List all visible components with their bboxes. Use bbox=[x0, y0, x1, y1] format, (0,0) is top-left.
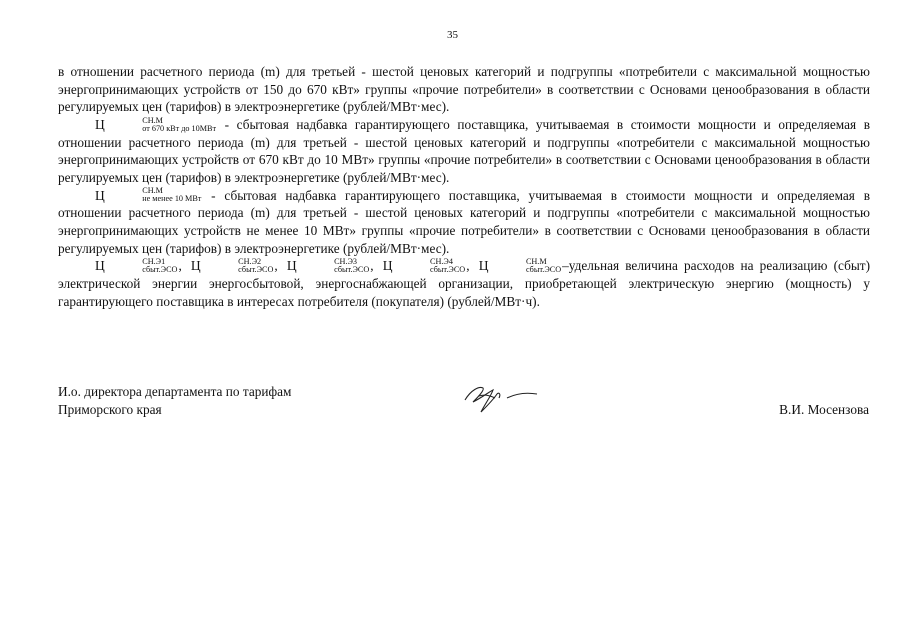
paragraph-4-text: –удельная величина расходов на реализацию (сбыт) электрической энергии энергосбытовой, энергоснабжающей организации, приобретающей электрическую энергию (мощность) у гарантирующего поставщика в интересах потребителя (покупателя) (рублей/МВт·ч). bbox=[58, 258, 871, 309]
paragraph-2-text: - сбытовая надбавка гарантирующего поставщика, учитываемая в стоимости мощности и определяемая в отношении расчетного периода (m) для третьей - шестой ценовых категорий и подгруппы «потребители с максимальной мощностью энергопринимающих устройств от 670 кВт до 10 МВт» группы «прочие потребители» в соответствии с Основами ценообразования в области регулируемых цен (тарифов) в электроэнергетике (рублей/МВт·мес). bbox=[58, 116, 870, 185]
formula-symbol: Ц СН.М не менее 10 МВт bbox=[95, 186, 202, 204]
formula-symbol: Ц СН.Э3 сбыт.ЭСО , bbox=[286, 257, 374, 275]
signatory-title bbox=[58, 383, 291, 419]
signatory-name: В.И. Мосензова bbox=[779, 402, 869, 417]
paragraph-3-text: - сбытовая надбавка гарантирующего поставщика, учитываемая в стоимости мощности и определяемая в отношении расчетного периода (m) для третьей - шестой ценовых категорий и подгруппы «потребители с максимальной мощностью энергопринимающих устройств не менее 10 МВт» группы «прочие потребители» в соответствии с Основами ценообразования в области регулируемых цен (тарифов) в электроэнергетике (рублей/МВт·мес). bbox=[58, 187, 870, 256]
paragraph-3 bbox=[58, 187, 870, 258]
paragraph-1-text: в отношении расчетного периода (m) для третьей - шестой ценовых категорий и подгруппы «потребители с максимальной мощностью энергопринимающих устройств от 150 до 670 кВт» группы «прочие потребители» в соответствии с Основами ценообразования в области регулируемых цен (тарифов) в электроэнергетике (рублей/МВт·мес). bbox=[58, 64, 870, 115]
symbol-subscript: не менее 10 МВт bbox=[142, 194, 202, 204]
symbol-superscript: СН.М bbox=[142, 186, 163, 196]
formula-symbol: Ц СН.М от 670 кВт до 10МВт bbox=[95, 115, 217, 133]
paragraph-2 bbox=[58, 116, 870, 187]
document-body bbox=[58, 63, 870, 310]
paragraph-4 bbox=[58, 257, 870, 310]
signatory-title-line-1: И.о. директора департамента по тарифам bbox=[58, 384, 292, 399]
paragraph-1 bbox=[58, 63, 870, 116]
formula-symbol: Ц СН.М сбыт.ЭСО bbox=[478, 257, 562, 275]
page-number: 35 bbox=[447, 29, 458, 41]
signatory-title-line-2: Приморского края bbox=[58, 402, 162, 417]
formula-symbol: Ц СН.Э1 сбыт.ЭСО , bbox=[95, 257, 182, 275]
symbol-superscript: СН.М bbox=[142, 115, 163, 125]
handwritten-signature bbox=[455, 372, 545, 422]
formula-symbol: Ц СН.Э2 сбыт.ЭСО , bbox=[190, 257, 278, 275]
formula-symbol: Ц СН.Э4 сбыт.ЭСО , bbox=[382, 257, 470, 275]
symbol-subscript: от 670 кВт до 10МВт bbox=[142, 123, 217, 133]
